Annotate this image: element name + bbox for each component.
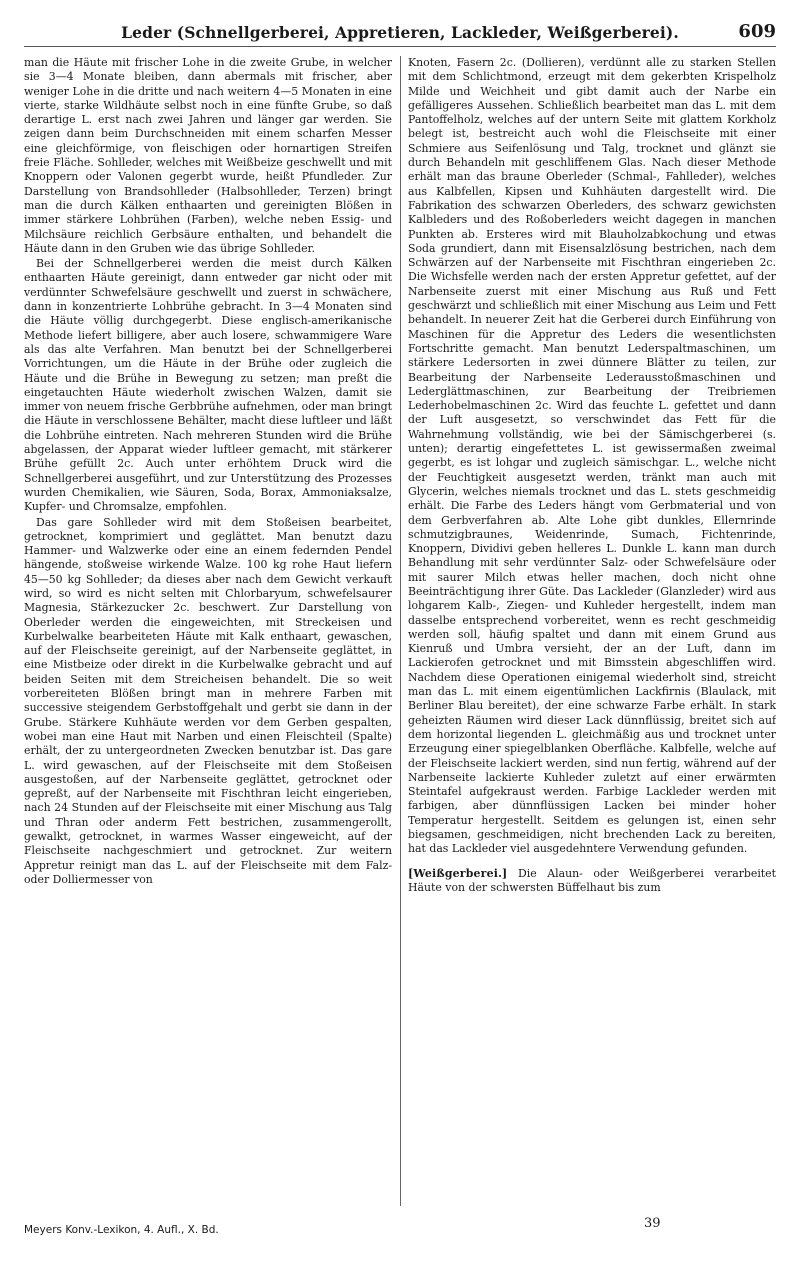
right-paragraph-2 — [408, 867, 776, 896]
page-number: 609 — [738, 21, 776, 42]
left-paragraph-1: man die Häute mit frischer Lohe in die zweite Grube, in welcher sie 3—4 Monate bleiben, dann abermals mit frischer, aber weniger Lohe in die dritte und nach weitern 4—5 Monaten in eine vierte, starke Wildhäute selbst noch in eine fünfte Grube, so daß derartige L. erst nach zwei Jahren und länger gar werden. Sie zeigen dann beim Durchschneiden mit einem scharfen Messer eine gleichförmige, von fleischigen oder hornartigen Streifen freie Fläche. Sohlleder, welches mit Weißbeize geschwellt und mit Knoppern oder Valonen gegerbt wurde, heißt Pfundleder. Zur Darstellung von Brandsohlleder (Halbsohlleder, Terzen) bringt man die durch Kälken enthaarten und gereinigten Blößen in immer stärkere Lohbrühen (Farben), welche neben Essig- und Milchsäure reichlich Gerbsäure enthalten, und behandelt die Häute dann in den Gruben wie das übrige Sohlleder. — [24, 56, 392, 255]
page-header — [24, 16, 776, 47]
right-paragraph-1: Knoten, Fasern 2c. (Dollieren), verdünnt alle zu starken Stellen mit dem Schlichtmond, erzeugt mit dem gekerbten Krispelholz Milde und Weichheit und gibt damit auch der Narbe ein gefälligeres Aussehen. Schließlich bearbeitet man das L. mit dem Pantoffelholz, welches auf der untern Seite mit glattem Korkholz belegt ist, bestreicht auch wohl die Fleischseite mit einer Schmiere aus Seifenlösung und Talg, trocknet und glänzt sie durch Behandeln mit geschliffenem Glas. Nach dieser Methode erhält man das braune Oberleder (Schmal-, Fahlleder), welches aus Kalbfellen, Kipsen und Kuhhäuten dargestellt wird. Die Fabrikation des schwarzen Oberleders, des schwarz gewichsten Kalbleders und des Roßoberleders weicht dagegen in manchen Punkten ab. Ersteres wird mit Blauholzabkochung und etwas Soda grundiert, dann mit Eisensalzlösung bestrichen, nach dem Schwärzen auf der Narbenseite mit Fischthran eingerieben 2c. Die Wichsfelle werden nach der ersten Appretur gefettet, auf der Narbenseite zuerst mit einer Mischung aus Ruß und Fett geschwärzt und schließlich mit einer Mischung aus Leim und Fett behandelt. In neuerer Zeit hat die Gerberei durch Einführung von Maschinen für die Appretur des Leders die wesentlichsten Fortschritte gemacht. Man benutzt Lederspaltmaschinen, um stärkere Ledersorten in zwei dünnere Blätter zu teilen, zur Bearbeitung der Narbenseite Lederausstoßmaschinen und Lederglättmaschinen, zur Bearbeitung der Treibriemen Lederhobelmaschinen 2c. Wird das feuchte L. gefettet und dann der Luft ausgesetzt, so verschwindet das Fett für die Wahrnehmung vollständig, wie bei der Sämischgerberei (s. unten); derartig eingefettetes L. ist gewissermaßen zweimal gegerbt, es ist lohgar und zugleich sämischgar. L., welche nicht der Feuchtigkeit ausgesetzt werden, tränkt man auch mit Glycerin, welches niemals trocknet und das L. stets geschmeidig erhält. Die Farbe des Leders hängt vom Gerbmaterial und von dem Gerbverfahren ab. Alte Lohe gibt dunkles, Ellernrinde schmutzigbraunes, Weidenrinde, Sumach, Fichtenrinde, Knoppern, Dividivi geben helleres L. Dunkle L. kann man durch Behandlung mit sehr verdünnter Salz- oder Schwefelsäure oder mit saurer Milch etwas heller machen, doch nicht ohne Beeinträchtigung ihrer Güte. Das Lackleder (Glanzleder) wird aus lohgarem Kalb-, Ziegen- und Kuhleder hergestellt, indem man dasselbe entsprechend vorbereitet, wenn es recht geschmeidig werden soll, häufig spaltet und dann mit einem Grund aus Kienruß und Umbra versieht, der an der Luft, dann im Lackierofen getrocknet und mit Bimsstein abgeschliffen wird. Nachdem diese Operationen einigemal wiederholt sind, streicht man das L. mit einem eigentümlichen Lackfirnis (Blaulack, mit Berliner Blau bereitet), der eine schwarze Farbe erhält. In stark geheizten Räumen wird dieser Lack dünnflüssig, breitet sich auf dem horizontal liegenden L. gleichmäßig aus und trocknet unter Erzeugung einer spiegelblanken Oberfläche. Kalbfelle, welche auf der Fleischseite lackiert werden, sind nun fertig, während auf der Narbenseite lackierte Kuhleder zuletzt auf einer erwärmten Steintafel aufgekraust werden. Farbige Lackleder werden mit farbigen, aber dünnflüssigen Lacken bei minder hoher Temperatur hergestellt. Seitdem es gelungen ist, einen sehr biegsamen, geschmeidigen, nicht brechenden Lack zu bereiten, hat das Lackleder viel ausgedehntere Verwendung gefunden. — [408, 56, 776, 856]
left-paragraph-2: Bei der Schnellgerberei werden die meist durch Kälken enthaarten Häute gereinigt, dann entweder gar nicht oder mit verdünnter Schwefelsäure geschwellt und zuerst in schwächere, dann in konzentrierte Lohbrühe gebracht. In 3—4 Monaten sind die Häute völlig durchgegerbt. Diese englisch-amerikanische Methode liefert billigere, aber auch losere, schwammigere Ware als das alte Verfahren. Man benutzt bei der Schnellgerberei Vorrichtungen, um die Häute in der Brühe oder zugleich die Häute und die Brühe in Bewegung zu setzen; man preßt die eingetauchten Häute wiederholt zwischen Walzen, damit sie immer von neuem frische Gerbbrühe aufnehmen, oder man bringt die Häute in verschlossene Behälter, macht diese luftleer und läßt die Lohbrühe eintreten. Nach mehreren Stunden wird die Brühe abgelassen, der Apparat wieder luftleer gemacht, mit stärkerer Brühe gefüllt 2c. Auch unter erhöhtem Druck wird die Schnellgerberei ausgeführt, und zur Unterstützung des Prozesses wurden Chemikalien, wie Säuren, Soda, Borax, Ammoniaksalze, Kupfer- und Chromsalze, empfohlen. — [24, 257, 392, 514]
column-divider — [400, 56, 401, 1206]
running-title: Leder (Schnellgerberei, Appretieren, Lackleder, Weißgerberei). — [121, 23, 679, 42]
page-footer — [24, 1216, 776, 1246]
left-column — [24, 56, 392, 1206]
right-column — [408, 56, 776, 1206]
signature-mark: 39 — [644, 1216, 661, 1231]
dictionary-page — [24, 16, 776, 1261]
right-paragraph-2-text: Die Alaun- oder Weißgerberei verarbeitet Häute von der schwersten Büffelhaut bis zum — [408, 866, 776, 894]
left-paragraph-3: Das gare Sohlleder wird mit dem Stoßeisen bearbeitet, getrocknet, komprimiert und geglättet. Man benutzt dazu Hammer- und Walzwerke oder eine an einem federnden Pendel hängende, stoßweise wirkende Walze. 100 kg rohe Haut liefern 45—50 kg Sohlleder; da dieses aber nach dem Gewicht verkauft wird, so wird es nicht selten mit Chlorbaryum, schwefelsaurer Magnesia, Stärkezucker 2c. beschwert. Zur Darstellung von Oberleder werden die eingeweichten, mit Streckeisen und Kurbelwalke bearbeiteten Häute mit Kalk enthaart, gewaschen, auf der Fleischseite gereinigt, auf der Narbenseite geglättet, in eine Mistbeize oder direkt in die Kurbelwalke gebracht und auf beiden Seiten mit dem Streicheisen behandelt. Die so weit vorbereiteten Blößen bringt man in mehrere Farben mit successive steigendem Gerbstoffgehalt und gerbt sie dann in der Grube. Stärkere Kuhhäute werden vor dem Gerben gespalten, wobei man eine Haut mit Narben und einen Fleischteil (Spalte) erhält, der zu untergeordneten Zwecken benutzbar ist. Das gare L. wird gewaschen, auf der Fleischseite mit dem Stoßeisen ausgestoßen, auf der Narbenseite geglättet, getrocknet oder gepreßt, auf der Narbenseite mit Fischthran leicht eingerieben, nach 24 Stunden auf der Fleischseite mit einer Mischung aus Talg und Thran oder anderm Fett bestrichen, zusammengerollt, gewalkt, getrocknet, in warmes Wasser eingeweicht, auf der Fleischseite nachgeschmiert und getrocknet. Zur weitern Appretur reinigt man das L. auf der Fleischseite mit dem Falz- oder Dolliermesser von — [24, 515, 392, 886]
publication-reference: Meyers Konv.-Lexikon, 4. Aufl., X. Bd. — [24, 1224, 219, 1236]
section-heading-weissgerberei: [Weißgerberei.] — [408, 866, 508, 880]
